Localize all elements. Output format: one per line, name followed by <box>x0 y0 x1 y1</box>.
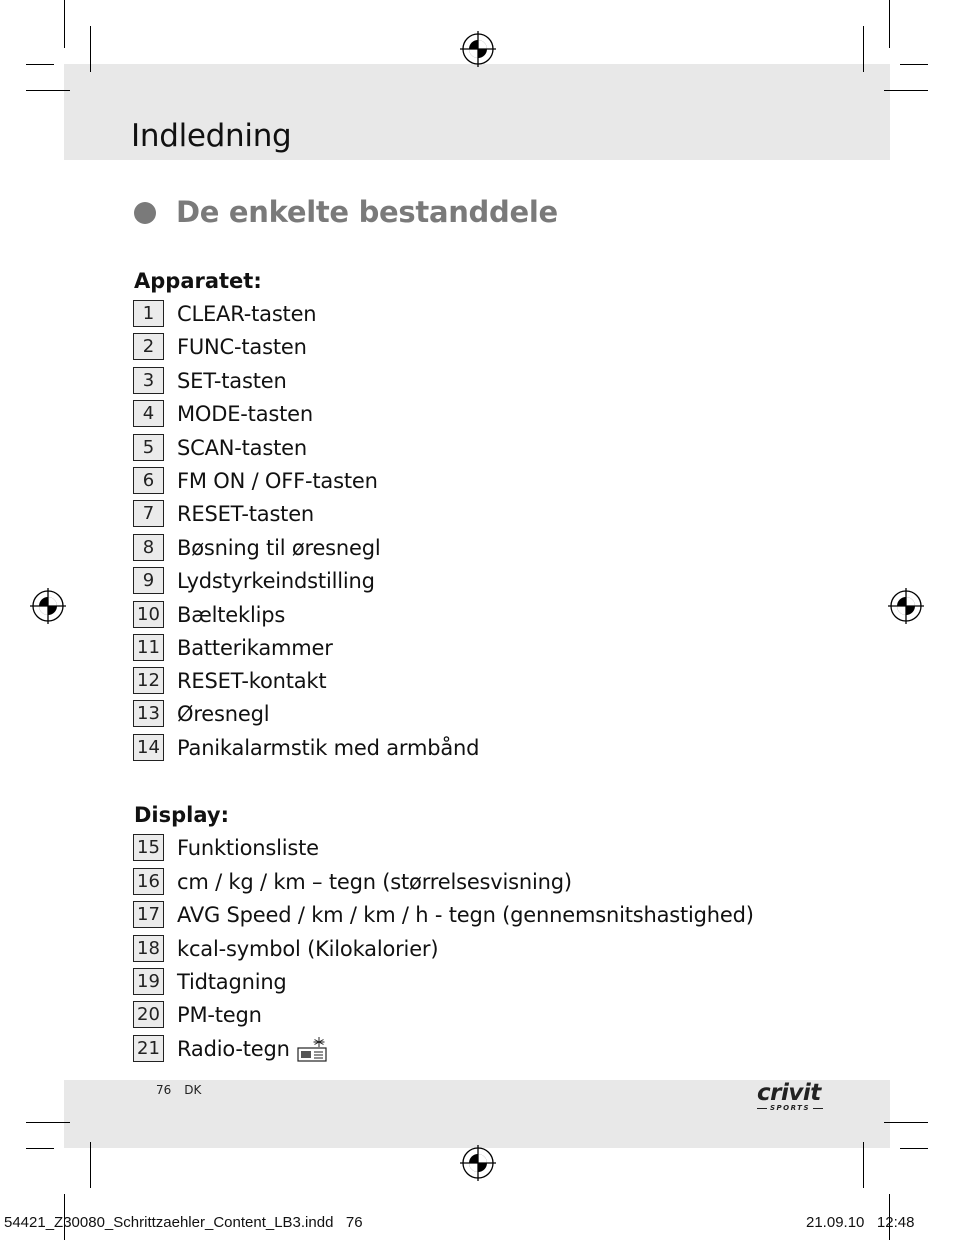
item-number: 8 <box>133 534 164 561</box>
item-text: SCAN-tasten <box>177 435 307 460</box>
item-text: Øresnegl <box>177 701 270 726</box>
page-footer <box>156 1083 201 1097</box>
item-number: 6 <box>133 467 164 494</box>
brand-logo-text: crivit <box>757 1080 821 1106</box>
device-label: Apparatet: <box>134 269 262 293</box>
registration-mark-icon <box>30 588 66 624</box>
crop-mark <box>863 1142 864 1188</box>
display-label: Display: <box>134 803 229 827</box>
item-text: Lydstyrkeindstilling <box>177 568 375 593</box>
item-text: Tidtagning <box>177 969 287 994</box>
list-item <box>133 1035 327 1062</box>
item-number: 16 <box>133 868 164 895</box>
list-item <box>133 834 319 861</box>
brand-logo <box>757 1081 823 1119</box>
item-number: 20 <box>133 1001 164 1028</box>
item-number: 19 <box>133 968 164 995</box>
item-text: cm / kg / km – tegn (størrelsesvisning) <box>177 869 572 894</box>
crop-mark <box>90 1142 91 1188</box>
item-number: 4 <box>133 400 164 427</box>
list-item <box>133 567 375 594</box>
section-heading: De enkelte bestanddele <box>176 195 558 229</box>
item-text: CLEAR-tasten <box>177 301 317 326</box>
registration-mark-icon <box>460 31 496 67</box>
list-item <box>133 734 479 761</box>
item-number: 7 <box>133 500 164 527</box>
crop-mark <box>26 1148 54 1149</box>
list-item <box>133 333 307 360</box>
crop-mark <box>90 26 91 72</box>
crop-mark <box>900 64 928 65</box>
item-text: Bøsning til øresnegl <box>177 535 381 560</box>
crop-mark <box>863 26 864 72</box>
list-item <box>133 367 287 394</box>
item-number: 1 <box>133 300 164 327</box>
item-number: 11 <box>133 634 164 661</box>
item-text: Radio-tegn <box>177 1036 290 1061</box>
item-text: PM-tegn <box>177 1002 262 1027</box>
list-item <box>133 1001 262 1028</box>
list-item <box>133 400 313 427</box>
list-item <box>133 467 378 494</box>
item-text: FUNC-tasten <box>177 334 307 359</box>
slug-filename: 54421_Z30080_Schrittzaehler_Content_LB3.indd 76 <box>4 1214 363 1231</box>
radio-icon <box>297 1036 327 1062</box>
item-number: 5 <box>133 434 164 461</box>
item-number: 2 <box>133 333 164 360</box>
item-number: 10 <box>133 601 164 628</box>
list-item <box>133 700 269 727</box>
crop-mark <box>26 1122 70 1123</box>
item-number: 3 <box>133 367 164 394</box>
item-text: FM ON / OFF-tasten <box>177 468 378 493</box>
registration-mark-icon <box>888 588 924 624</box>
item-text: RESET-tasten <box>177 501 315 526</box>
list-item <box>133 434 307 461</box>
item-text: RESET-kontakt <box>177 668 327 693</box>
item-text: Batterikammer <box>177 635 333 660</box>
list-item <box>133 601 285 628</box>
bullet-icon <box>134 202 156 224</box>
item-text: MODE-tasten <box>177 401 313 426</box>
item-number: 21 <box>133 1035 164 1062</box>
crop-mark <box>26 64 54 65</box>
crop-mark <box>889 0 890 48</box>
item-number: 14 <box>133 734 164 761</box>
item-text: Panikalarmstik med armbånd <box>177 735 480 760</box>
list-item <box>133 868 572 895</box>
item-number: 15 <box>133 834 164 861</box>
crop-mark <box>884 90 928 91</box>
list-item <box>133 935 438 962</box>
item-text: AVG Speed / km / km / h - tegn (gennemsnitshastighed) <box>177 902 754 927</box>
list-item <box>133 534 381 561</box>
item-number: 12 <box>133 667 164 694</box>
item-text: SET-tasten <box>177 368 287 393</box>
item-number: 9 <box>133 567 164 594</box>
list-item <box>133 300 316 327</box>
list-item <box>133 968 287 995</box>
registration-mark-icon <box>460 1145 496 1181</box>
page-number: 76 <box>156 1083 172 1097</box>
brand-logo-sub: SPORTS <box>769 1104 810 1112</box>
list-item <box>133 500 314 527</box>
item-number: 13 <box>133 700 164 727</box>
list-item <box>133 901 754 928</box>
list-item <box>133 634 333 661</box>
page-title: Indledning <box>131 118 292 154</box>
crop-mark <box>900 1148 928 1149</box>
slug-date: 21.09.10 12:48 <box>806 1214 915 1231</box>
language-code: DK <box>184 1083 202 1097</box>
item-text: Funktionsliste <box>177 835 319 860</box>
item-text: kcal-symbol (Kilokalorier) <box>177 936 439 961</box>
item-number: 17 <box>133 901 164 928</box>
item-text: Bælteklips <box>177 602 286 627</box>
item-number: 18 <box>133 935 164 962</box>
crop-mark <box>26 90 70 91</box>
crop-mark <box>64 0 65 48</box>
crop-mark <box>884 1122 928 1123</box>
list-item <box>133 667 326 694</box>
